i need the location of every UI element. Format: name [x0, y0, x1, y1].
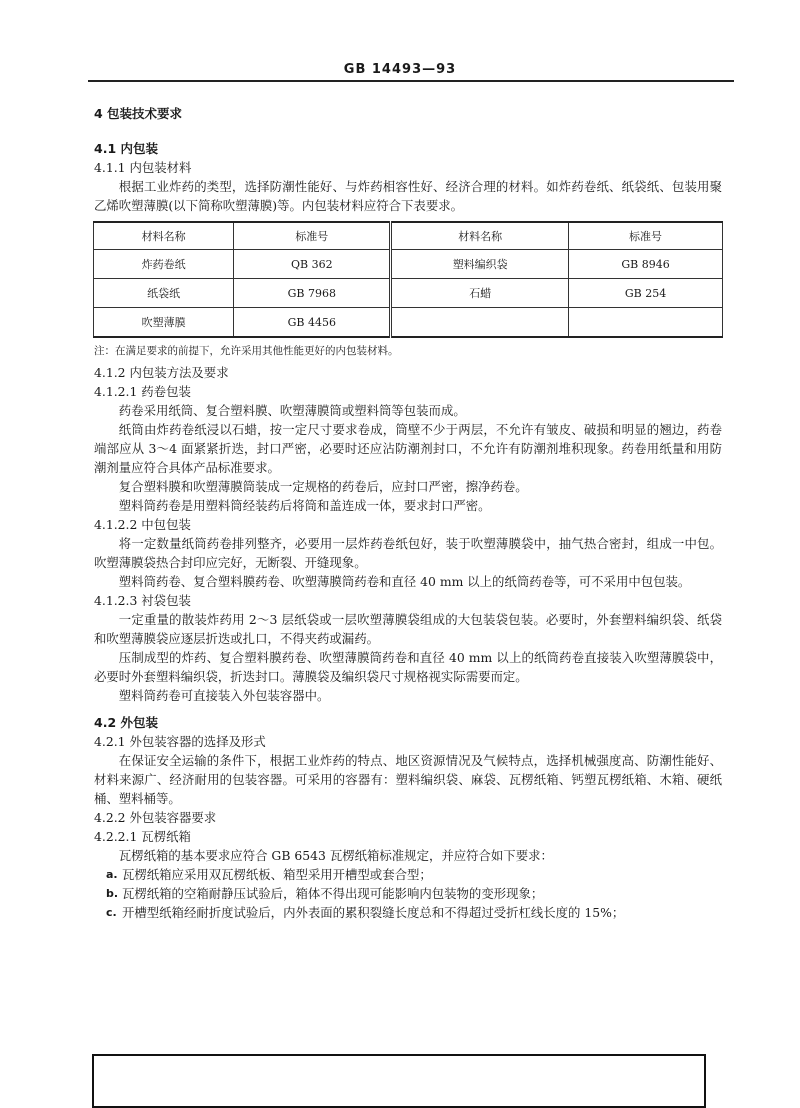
list-item-text: 瓦楞纸箱的空箱耐静压试验后，箱体不得出现可能影响内包装物的变形现象；: [122, 886, 544, 901]
section-4-1-title: 4.1 内包装: [94, 141, 158, 156]
standard-code-header: GB 14493—93: [343, 62, 457, 77]
list-item-text: 开槽型纸箱经耐折度试验后，内外表面的累积裂缝长度总和不得超过受折杠线长度的 15%；: [122, 905, 625, 920]
paragraph: 塑料筒药卷是用塑料筒经装药后将筒和盖连成一体，要求封口严密。: [118, 498, 491, 513]
table-cell: QB 362: [234, 250, 391, 279]
table-header-row: [94, 222, 723, 250]
section-4-2-2-1-title: 4.2.2.1 瓦楞纸箱: [94, 829, 191, 844]
table-cell: 吹塑薄膜: [94, 308, 234, 338]
table-cell: GB 254: [569, 279, 723, 308]
table-row: [94, 308, 723, 338]
table-header-cell: 材料名称: [94, 222, 234, 250]
section-4-1-2-2-title: 4.1.2.2 中包包装: [94, 517, 191, 532]
paragraph: 将一定数量纸筒药卷排列整齐，必要用一层炸药卷纸包好，装于吹塑薄膜袋中，抽气热合密封，组成一中包。吹塑薄膜袋热合封印应完好，无断裂、开缝现象。: [94, 536, 722, 570]
header-rule: [88, 80, 734, 82]
section-4-1-2-1-title: 4.1.2.1 药卷包装: [94, 384, 191, 399]
table-note: 注：在满足要求的前提下，允许采用其他性能更好的内包装材料。: [94, 345, 399, 357]
list-item: [94, 884, 722, 903]
paragraph: 一定重量的散装炸药用 2～3 层纸袋或一层吹塑薄膜袋组成的大包装袋包装。必要时，外套塑料编织袋、纸袋和吹塑薄膜袋应逐层折迭或扎口，不得夹药或漏药。: [94, 612, 722, 646]
paragraph: 塑料筒药卷可直接装入外包装容器中。: [118, 688, 330, 703]
document-body: [94, 104, 722, 922]
list-marker: a.: [106, 868, 118, 881]
section-4-2-2-title: 4.2.2 外包装容器要求: [94, 810, 217, 825]
table-header-cell: 标准号: [234, 222, 391, 250]
paragraph: 根据工业炸药的类型，选择防潮性能好、与炸药相容性好、经济合理的材料。如炸药卷纸、纸袋纸、包装用聚乙烯吹塑薄膜(以下简称吹塑薄膜)等。内包装材料应符合下表要求。: [94, 179, 722, 213]
paragraph: 纸筒由炸药卷纸浸以石蜡，按一定尺寸要求卷成，筒壁不少于两层，不允许有皱皮、破损和明显的翘边，药卷端部应从 3～4 面紧紧折迭，封口严密，必要时还应沾防潮剂封口，不允许有防潮剂堆积现象。药卷用纸量和用防潮剂量应符合具体产品标准要求。: [94, 422, 722, 475]
paragraph: 药卷采用纸筒、复合塑料膜、吹塑薄膜筒或塑料筒等包装而成。: [118, 403, 466, 418]
paragraph: 复合塑料膜和吹塑薄膜筒装成一定规格的药卷后，应封口严密，擦净药卷。: [118, 479, 528, 494]
list-item-text: 瓦楞纸箱应采用双瓦楞纸板、箱型采用开槽型或套合型；: [122, 867, 432, 882]
table-cell: 塑料编织袋: [391, 250, 569, 279]
table-cell: 炸药卷纸: [94, 250, 234, 279]
table-header-cell: 标准号: [569, 222, 723, 250]
section-4-2-title: 4.2 外包装: [94, 715, 158, 730]
section-4-2-1-title: 4.2.1 外包装容器的选择及形式: [94, 734, 266, 749]
list-marker: c.: [106, 906, 117, 919]
list-item: [94, 865, 722, 884]
table-cell: GB 7968: [234, 279, 391, 308]
paragraph: 压制成型的炸药、复合塑料膜药卷、吹塑薄膜筒药卷和直径 40 mm 以上的纸筒药卷直接装入吹塑薄膜袋中，必要时外套塑料编织袋，折迭封口。薄膜袋及编织袋尺寸规格视实际需要而定。: [94, 650, 722, 684]
section-4-1-2-title: 4.1.2 内包装方法及要求: [94, 365, 229, 380]
paragraph: 在保证安全运输的条件下，根据工业炸药的特点、地区资源情况及气候特点，选择机械强度高、防潮性能好、材料来源广、经济耐用的包装容器。可采用的容器有：塑料编织袋、麻袋、瓦楞纸箱、钙塑瓦楞纸箱、木箱、硬纸桶、塑料桶等。: [94, 753, 722, 806]
material-table: [93, 221, 723, 338]
list-item: [94, 903, 722, 922]
section-4-title: 4 包装技术要求: [94, 106, 183, 121]
table-cell: [569, 308, 723, 338]
table-row: [94, 279, 723, 308]
table-cell: 纸袋纸: [94, 279, 234, 308]
paragraph: 瓦楞纸箱的基本要求应符合 GB 6543 瓦楞纸箱标准规定，并应符合如下要求：: [118, 848, 553, 863]
section-4-1-1-title: 4.1.1 内包装材料: [94, 160, 192, 175]
table-header-cell: 材料名称: [391, 222, 569, 250]
section-4-1-2-3-title: 4.1.2.3 衬袋包装: [94, 593, 191, 608]
list-marker: b.: [106, 887, 119, 900]
table-cell: GB 4456: [234, 308, 391, 338]
page-footer-frame: [92, 1054, 706, 1108]
paragraph: 塑料筒药卷、复合塑料膜药卷、吹塑薄膜筒药卷和直径 40 mm 以上的纸筒药卷等，可不采用中包包装。: [118, 574, 691, 589]
table-cell: 石蜡: [391, 279, 569, 308]
table-row: [94, 250, 723, 279]
table-cell: GB 8946: [569, 250, 723, 279]
table-cell: [391, 308, 569, 338]
